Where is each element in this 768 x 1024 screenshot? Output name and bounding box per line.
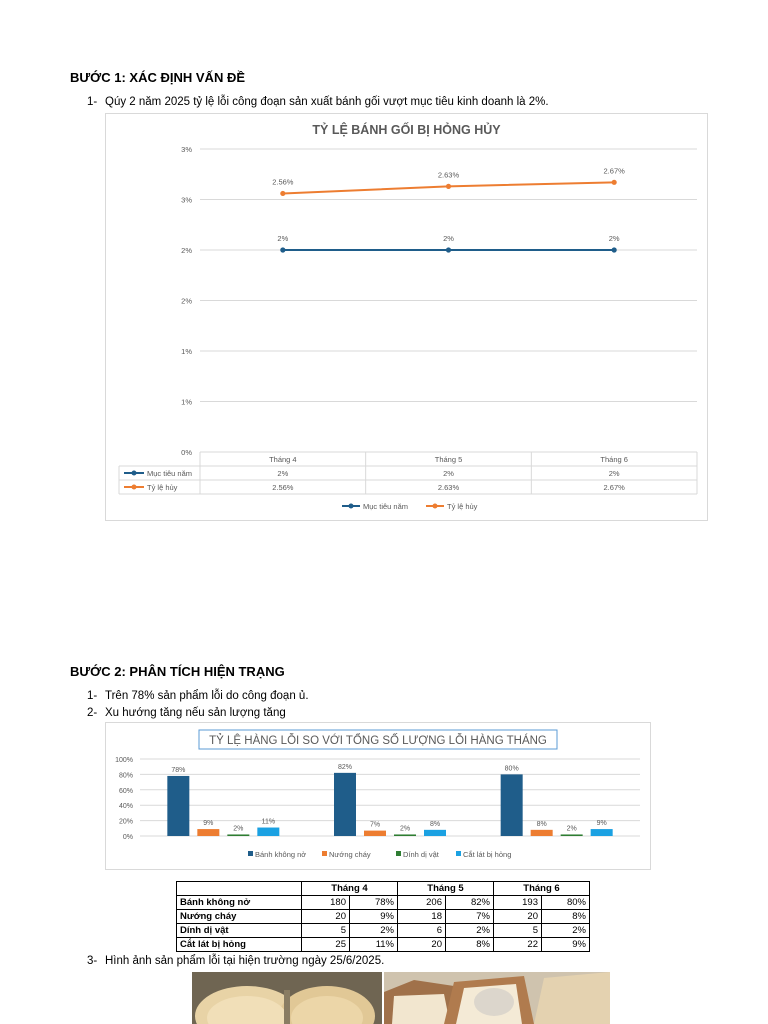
item-number: 3- <box>87 955 98 967</box>
item-text: Trên 78% sản phẩm lỗi do công đoạn ủ. <box>105 690 309 702</box>
y-tick-label: 1% <box>181 347 192 356</box>
bread-slices-photo-image <box>384 972 610 1024</box>
table-series-name: Mục tiêu năm <box>147 469 193 478</box>
table-cell: 9% <box>350 910 398 924</box>
table-cell: 11% <box>350 938 398 952</box>
y-tick-label: 60% <box>118 787 133 795</box>
table-header-row <box>177 882 590 896</box>
table-month-header: Tháng 4 <box>302 882 398 896</box>
table-cell: 82% <box>446 896 494 910</box>
table-cell: 22 <box>494 938 542 952</box>
legend-label: Dính dị vật <box>403 850 439 859</box>
table-cell: 180 <box>302 896 350 910</box>
table-cell: 7% <box>446 910 494 924</box>
defect-data-table <box>176 881 590 952</box>
bar <box>531 830 553 836</box>
bar-value-label: 8% <box>429 820 441 828</box>
data-label: 2% <box>277 234 289 243</box>
y-tick-label: 80% <box>118 772 133 780</box>
legend-marker <box>349 504 354 509</box>
table-month-header: Tháng 5 <box>398 882 494 896</box>
legend-label: Nướng cháy <box>329 850 371 859</box>
item-text: Xu hướng tăng nếu sản lượng tăng <box>105 707 286 719</box>
table-cell: 5 <box>494 924 542 938</box>
y-tick-label: 100% <box>115 757 133 764</box>
table-cell: 193 <box>494 896 542 910</box>
bar <box>197 829 219 836</box>
y-tick-label: 20% <box>118 818 133 826</box>
y-tick-label: 0% <box>122 834 133 841</box>
step2-heading: BƯỚC 2: PHÂN TÍCH HIỆN TRẠNG <box>70 664 285 679</box>
table-value: 2.63% <box>437 483 460 492</box>
table-row-label: Bánh không nở <box>177 896 302 910</box>
table-row-label: Cắt lát bị hỏng <box>177 938 302 952</box>
bar <box>227 834 249 836</box>
data-point <box>446 184 451 189</box>
bar-value-label: 9% <box>203 820 214 828</box>
table-cell: 25 <box>302 938 350 952</box>
bread-photo-image <box>192 972 382 1024</box>
table-value: 2% <box>608 469 620 478</box>
table-value: 2.56% <box>272 483 294 492</box>
legend-label: Cắt lát bị hỏng <box>463 850 512 859</box>
table-cell: 78% <box>350 896 398 910</box>
table-cell: 2% <box>350 924 398 938</box>
y-tick-label: 2% <box>181 246 192 255</box>
data-point <box>612 247 617 252</box>
legend-key-marker <box>132 471 137 476</box>
y-tick-label: 3% <box>181 145 192 154</box>
defect-photo-1 <box>192 972 382 1024</box>
table-cell: 8% <box>446 938 494 952</box>
data-label: 2% <box>608 234 620 243</box>
table-cell: 80% <box>542 896 590 910</box>
data-point <box>280 191 285 196</box>
table-cell: 20 <box>494 910 542 924</box>
bar-value-label: 2% <box>399 825 411 833</box>
bar <box>334 773 356 836</box>
step1-heading: BƯỚC 1: XÁC ĐỊNH VẤN ĐỀ <box>70 70 245 85</box>
table-cell: 9% <box>542 938 590 952</box>
x-tick-label: Tháng 6 <box>600 455 628 464</box>
bar <box>394 834 416 836</box>
bar <box>501 774 523 836</box>
line-chart <box>106 114 707 520</box>
bar-value-label: 2% <box>566 825 577 833</box>
chart-title: TỶ LỆ HÀNG LỖI SO VỚI TỔNG SỐ LƯỢNG LỖI HÀNG THÁNG <box>209 735 547 747</box>
legend-marker <box>433 504 438 509</box>
x-tick-label: Tháng 4 <box>269 455 297 464</box>
step2-item-1 <box>87 690 309 702</box>
table-row <box>177 910 590 924</box>
step1-item-1 <box>87 96 549 108</box>
table-row <box>177 938 590 952</box>
data-label: 2.67% <box>603 166 625 176</box>
bar <box>591 829 613 836</box>
legend-swatch <box>322 851 327 856</box>
bar-value-label: 7% <box>369 821 381 829</box>
table-cell: 20 <box>398 938 446 952</box>
defect-photo-2 <box>384 972 610 1024</box>
line-chart-container <box>105 113 708 521</box>
data-point <box>612 180 617 185</box>
table-value: 2% <box>443 469 454 478</box>
table-value: 2% <box>277 469 289 478</box>
table-cell: 2% <box>542 924 590 938</box>
bar <box>257 828 279 836</box>
table-cell: 2% <box>446 924 494 938</box>
legend-key-marker <box>132 485 137 490</box>
y-tick-label: 0% <box>181 448 192 457</box>
y-tick-label: 1% <box>181 397 192 407</box>
item-text: Hình ảnh sản phẩm lỗi tại hiện trường ngày 25/6/2025. <box>105 955 385 967</box>
bar-chart <box>106 723 650 869</box>
y-tick-label: 3% <box>181 195 192 205</box>
bar-value-label: 82% <box>337 763 353 771</box>
table-cell: 5 <box>302 924 350 938</box>
item-text: Qúy 2 năm 2025 tỷ lệ lỗi công đoạn sản xuất bánh gối vượt mục tiêu kinh doanh là 2%. <box>105 96 549 108</box>
table-cell: 6 <box>398 924 446 938</box>
table-series-name: Tỷ lệ hủy <box>147 483 178 492</box>
legend-label: Bánh không nở <box>255 850 307 859</box>
bar-value-label: 78% <box>171 766 186 774</box>
y-tick-label: 2% <box>181 296 192 306</box>
item-number: 1- <box>87 690 98 702</box>
table-cell: 206 <box>398 896 446 910</box>
table-cell: 8% <box>542 910 590 924</box>
bar <box>424 830 446 836</box>
bar <box>167 776 189 836</box>
table-row <box>177 896 590 910</box>
bar-value-label: 80% <box>504 765 519 773</box>
data-label: 2.56% <box>272 177 294 187</box>
table-corner-cell <box>177 882 302 896</box>
data-point <box>446 247 451 252</box>
data-label: 2.63% <box>437 170 460 180</box>
legend-swatch <box>396 851 401 856</box>
bar <box>561 834 583 836</box>
bar-chart-container <box>105 722 651 870</box>
y-tick-label: 40% <box>118 803 133 811</box>
item-number: 2- <box>87 707 98 719</box>
table-row-label: Nướng cháy <box>177 910 302 924</box>
legend-swatch <box>456 851 461 856</box>
bar-value-label: 2% <box>233 825 244 833</box>
data-label: 2% <box>443 234 454 243</box>
legend-swatch <box>248 851 253 856</box>
x-tick-label: Tháng 5 <box>434 455 463 464</box>
bar-value-label: 11% <box>261 818 276 826</box>
item-number: 1- <box>87 96 98 108</box>
table-row-label: Dính dị vật <box>177 924 302 938</box>
table-cell: 18 <box>398 910 446 924</box>
table-value: 2.67% <box>603 483 625 492</box>
data-point <box>280 247 285 252</box>
chart-title: TỶ LỆ BÁNH GỐI BỊ HỎNG HỦY <box>312 123 501 137</box>
bar <box>364 831 386 836</box>
legend-label: Mục tiêu năm <box>363 502 409 511</box>
step2-item-2 <box>87 707 286 719</box>
table-row <box>177 924 590 938</box>
bar-value-label: 9% <box>596 820 607 828</box>
legend-label: Tỷ lệ hủy <box>447 502 478 511</box>
bar-value-label: 8% <box>536 820 547 828</box>
table-cell: 20 <box>302 910 350 924</box>
table-month-header: Tháng 6 <box>494 882 590 896</box>
step2-item-3 <box>87 955 384 967</box>
